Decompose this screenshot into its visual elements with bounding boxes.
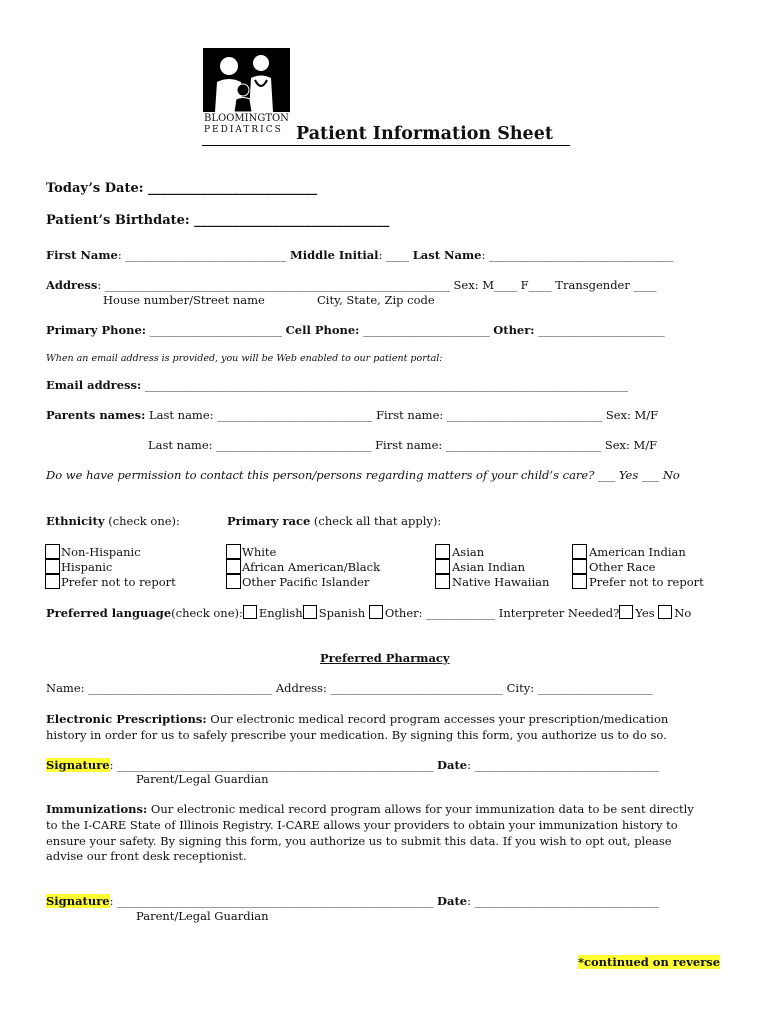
logo-figures-icon (203, 48, 290, 112)
language-checkbox-spanish[interactable] (303, 605, 317, 619)
signature-2-field[interactable]: : _______________________________________________________ (109, 894, 434, 908)
email-note: When an email address is provided, you will be Web enabled to our patient portal: (46, 353, 443, 364)
race-checkbox-prefer-not[interactable] (572, 574, 587, 589)
language-option-other[interactable]: Other: ____________ Interpreter Needed? (384, 606, 620, 620)
race-checkbox-pacific-islander[interactable] (226, 574, 241, 589)
title-underline (202, 145, 570, 146)
other-phone-field[interactable]: ______________________ (534, 323, 665, 337)
continued-note: *continued on reverse (578, 955, 721, 969)
erx-text-1: Our electronic medical record program accesses your prescription/medication (206, 712, 669, 726)
race-checkbox-white[interactable] (226, 544, 241, 559)
erx-line-1 (46, 712, 668, 726)
last-name-field[interactable]: : ________________________________ (481, 248, 674, 262)
immunizations-text-3: ensure your safety. By signing this form, you authorize us to submit this data. If you wish to opt out, please (46, 834, 672, 848)
ethnicity-option-prefer-not: Prefer not to report (61, 575, 176, 589)
address-row (46, 278, 657, 292)
parents-row-1 (46, 408, 658, 422)
birthdate-field[interactable]: Patient’s Birthdate: ______________________________ (46, 213, 390, 228)
signature-1-label: Signature (46, 758, 110, 772)
other-phone-label: Other: (493, 323, 535, 337)
race-option-american-indian: American Indian (589, 545, 686, 559)
race-heading (227, 514, 441, 528)
race-option-pacific-islander: Other Pacific Islander (242, 575, 370, 589)
parent-2-fields[interactable]: Last name: ___________________________ First name: ___________________________ Sex: M/F (148, 438, 658, 452)
logo-line-1: BLOOMINGTON (204, 113, 289, 124)
interpreter-checkbox-yes[interactable] (619, 605, 633, 619)
immunizations-text-2: to the I-CARE State of Illinois Registry. I-CARE allows your providers to obtain your immunization history to (46, 818, 678, 832)
race-checkbox-asian[interactable] (435, 544, 450, 559)
primary-phone-field[interactable]: _______________________ (146, 323, 286, 337)
signature-row-1 (46, 758, 659, 772)
race-label: Primary race (227, 514, 311, 528)
cell-phone-field[interactable]: ______________________ (359, 323, 494, 337)
date-2-field[interactable]: : ________________________________ (467, 894, 659, 908)
race-option-asian-indian: Asian Indian (452, 560, 526, 574)
middle-initial-label: Middle Initial (290, 248, 379, 262)
cell-phone-label: Cell Phone: (285, 323, 360, 337)
interpreter-checkbox-no[interactable] (658, 605, 672, 619)
todays-date-field[interactable]: Today’s Date: __________________________ (46, 181, 318, 196)
first-name-label: First Name (46, 248, 118, 262)
date-1-label: Date (437, 758, 468, 772)
middle-initial-field[interactable]: : ____ (378, 248, 413, 262)
ethnicity-option-hispanic: Hispanic (61, 560, 113, 574)
language-row (46, 605, 691, 620)
clinic-logo (203, 48, 291, 138)
ethnicity-checkbox-non-hispanic[interactable] (45, 544, 60, 559)
ethnicity-option-non-hispanic: Non-Hispanic (61, 545, 141, 559)
language-checkbox-english[interactable] (243, 605, 257, 619)
interpreter-option-no: No (674, 606, 692, 620)
signature-2-sub: Parent/Legal Guardian (136, 909, 269, 923)
signature-row-2 (46, 894, 659, 908)
ethnicity-label: Ethnicity (46, 514, 105, 528)
address-sub-city: City, State, Zip code (317, 293, 435, 307)
immunizations-text-4: advise our front desk receptionist. (46, 849, 247, 863)
pharmacy-fields[interactable]: Name: ________________________________ Address: ______________________________ City: ____________________ (46, 681, 653, 695)
language-hint: (check one): (171, 606, 243, 620)
language-checkbox-other[interactable] (369, 605, 383, 619)
race-option-white: White (242, 545, 277, 559)
ethnicity-heading (46, 514, 180, 528)
parent-1-fields[interactable]: Last name: ___________________________ First name: ___________________________ Sex: M/F (149, 408, 659, 422)
erx-label: Electronic Prescriptions: (46, 712, 207, 726)
address-sub-street: House number/Street name (103, 293, 265, 307)
race-hint: (check all that apply): (310, 514, 442, 528)
address-field[interactable]: : ____________________________________________________________ Sex: M____ F____ Transgender ____ (97, 278, 657, 292)
last-name-label: Last Name (412, 248, 482, 262)
page-title: Patient Information Sheet (296, 124, 553, 144)
race-checkbox-native-hawaiian[interactable] (435, 574, 450, 589)
immunizations-line-1 (46, 802, 694, 816)
phone-row (46, 323, 665, 337)
erx-text-2: history in order for us to safely prescribe your medication. By signing this form, you authorize us to do so. (46, 728, 667, 742)
signature-1-field[interactable]: : _______________________________________________________ (109, 758, 434, 772)
email-field[interactable]: ____________________________________________________________________________________ (141, 378, 628, 392)
ethnicity-checkbox-hispanic[interactable] (45, 559, 60, 574)
race-checkbox-asian-indian[interactable] (435, 559, 450, 574)
race-checkbox-african-american[interactable] (226, 559, 241, 574)
immunizations-text-1: Our electronic medical record program allows for your immunization data to be sent directly (147, 802, 694, 816)
name-row (46, 248, 673, 262)
logo-line-2: PEDIATRICS (204, 125, 283, 135)
email-row (46, 378, 628, 392)
race-option-native-hawaiian: Native Hawaiian (452, 575, 550, 589)
race-checkbox-other-race[interactable] (572, 559, 587, 574)
race-option-asian: Asian (452, 545, 485, 559)
race-option-prefer-not: Prefer not to report (589, 575, 704, 589)
ethnicity-hint: (check one): (104, 514, 180, 528)
pharmacy-heading: Preferred Pharmacy (320, 651, 450, 665)
race-option-other-race: Other Race (589, 560, 656, 574)
language-option-spanish: Spanish (318, 606, 366, 620)
race-checkbox-american-indian[interactable] (572, 544, 587, 559)
race-option-african-american: African American/Black (242, 560, 381, 574)
interpreter-option-yes: Yes (635, 606, 655, 620)
language-option-english: English (258, 606, 303, 620)
parents-label: Parents names: (46, 408, 146, 422)
date-2-label: Date (437, 894, 468, 908)
address-label: Address (46, 278, 98, 292)
email-label: Email address: (46, 378, 142, 392)
immunizations-label: Immunizations: (46, 802, 148, 816)
ethnicity-checkbox-prefer-not[interactable] (45, 574, 60, 589)
first-name-field[interactable]: : ____________________________ (117, 248, 291, 262)
language-label: Preferred language (46, 606, 172, 620)
signature-2-label: Signature (46, 894, 110, 908)
signature-1-sub: Parent/Legal Guardian (136, 772, 269, 786)
permission-question[interactable]: Do we have permission to contact this person/persons regarding matters of your child’s care? ___ Yes ___ No (46, 468, 680, 482)
primary-phone-label: Primary Phone: (46, 323, 147, 337)
date-1-field[interactable]: : ________________________________ (467, 758, 659, 772)
